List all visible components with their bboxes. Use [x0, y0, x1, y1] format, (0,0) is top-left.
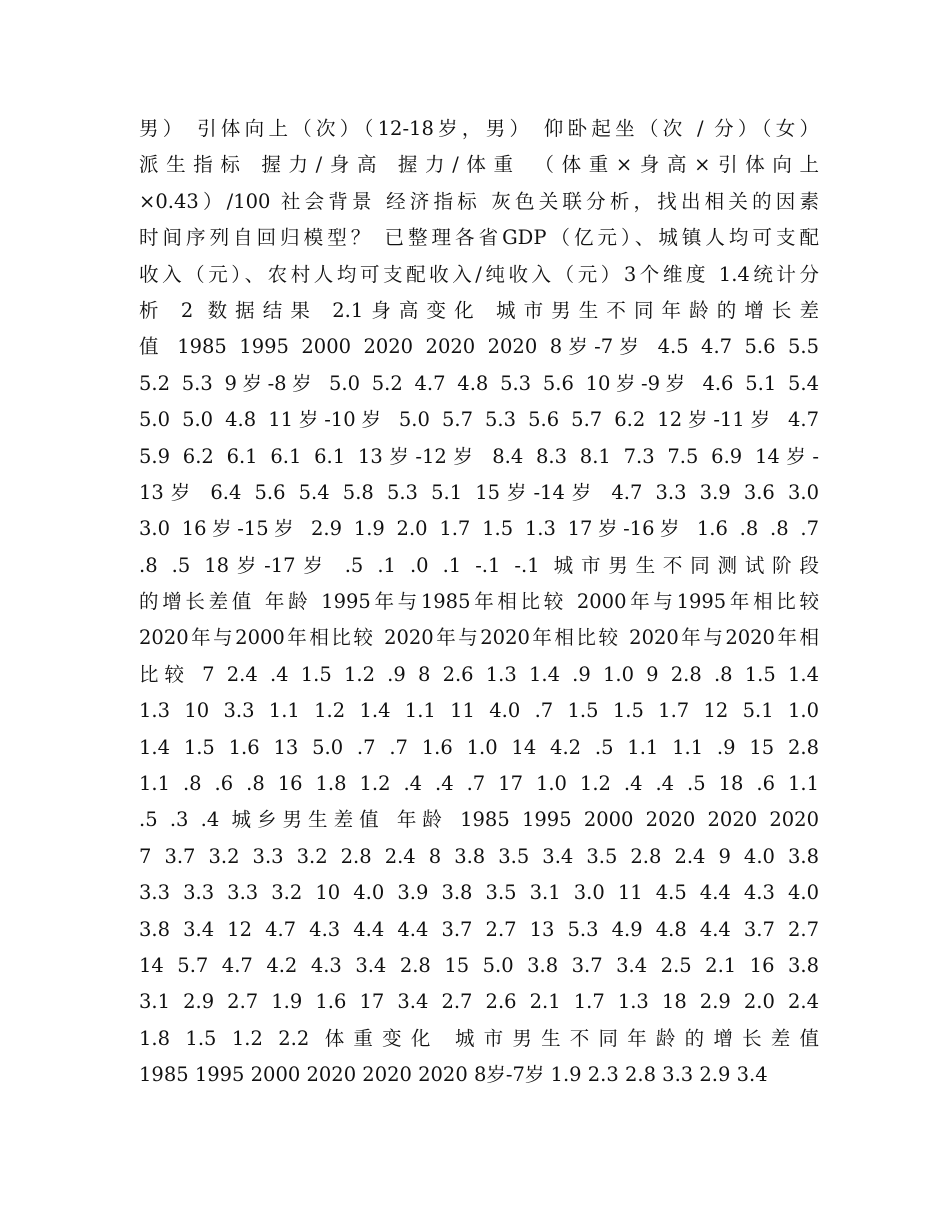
text-line: 5.9 6.2 6.1 6.1 6.1 13岁-12岁 8.4 8.3 8.1 7.3 7.5 6.9 14岁- [139, 444, 819, 468]
text-line: 1985 1995 2000 2020 2020 2020 8岁-7岁 1.9 2.3 2.8 3.3 2.9 3.4 [139, 1063, 768, 1087]
text-line: 男） 引体向上（次）（12-18岁，男） 仰卧起坐（次 / 分）（女） [139, 117, 819, 140]
text-line: 收入（元）、农村人均可支配收入/纯收入（元）3个维度 1.4统计分 [139, 262, 819, 286]
text-line: 1.8 1.5 1.2 2.2 体重变化 城市男生不同年龄的增长差值 [139, 1026, 819, 1050]
text-line: .5 .3 .4 城乡男生差值 年龄 1985 1995 2000 2020 2020 2020 [139, 808, 819, 832]
text-line: 1.3 10 3.3 1.1 1.2 1.4 1.1 11 4.0 .7 1.5 1.5 1.7 12 5.1 1.0 [139, 699, 819, 723]
text-line: 3.0 16岁-15岁 2.9 1.9 2.0 1.7 1.5 1.3 17岁-16岁 1.6 .8 .8 .7 [139, 517, 819, 541]
text-line: 值 1985 1995 2000 2020 2020 2020 8岁-7岁 4.5 4.7 5.6 5.5 [139, 335, 819, 359]
text-line: 析 2 数据结果 2.1身高变化 城市男生不同年龄的增长差 [139, 298, 819, 322]
text-line: 5.0 5.0 4.8 11岁-10岁 5.0 5.7 5.3 5.6 5.7 6.2 12岁-11岁 4.7 [139, 408, 819, 432]
text-line: 13岁 6.4 5.6 5.4 5.8 5.3 5.1 15岁-14岁 4.7 3.3 3.9 3.6 3.0 [139, 480, 819, 504]
text-line: 3.8 3.4 12 4.7 4.3 4.4 4.4 3.7 2.7 13 5.3 4.9 4.8 4.4 3.7 2.7 [139, 917, 819, 941]
text-line: 3.1 2.9 2.7 1.9 1.6 17 3.4 2.7 2.6 2.1 1.7 1.3 18 2.9 2.0 2.4 [139, 990, 819, 1014]
text-line: 2020年与2000年相比较 2020年与2020年相比较 2020年与2020年相 [139, 626, 819, 650]
text-line: 1.1 .8 .6 .8 16 1.8 1.2 .4 .4 .7 17 1.0 1.2 .4 .4 .5 18 .6 1.1 [139, 772, 819, 796]
text-line: 3.3 3.3 3.3 3.2 10 4.0 3.9 3.8 3.5 3.1 3.0 11 4.5 4.4 4.3 4.0 [139, 881, 819, 905]
body-text [139, 111, 819, 1094]
text-line: 7 3.7 3.2 3.3 3.2 2.8 2.4 8 3.8 3.5 3.4 3.5 2.8 2.4 9 4.0 3.8 [139, 844, 819, 868]
text-line: 比较 7 2.4 .4 1.5 1.2 .9 8 2.6 1.3 1.4 .9 1.0 9 2.8 .8 1.5 1.4 [139, 662, 819, 686]
text-line: .8 .5 18岁-17岁 .5 .1 .0 .1 -.1 -.1 城市男生不同测试阶段 [139, 553, 819, 577]
text-line: 14 5.7 4.7 4.2 4.3 3.4 2.8 15 5.0 3.8 3.7 3.4 2.5 2.1 16 3.8 [139, 953, 819, 977]
text-line: 5.2 5.3 9岁-8岁 5.0 5.2 4.7 4.8 5.3 5.6 10岁-9岁 4.6 5.1 5.4 [139, 371, 819, 395]
text-line: 派生指标 握力/身高 握力/体重 （体重×身高×引体向上 [139, 153, 819, 177]
text-line: ×0.43）/100 社会背景 经济指标 灰色关联分析，找出相关的因素 [139, 189, 819, 213]
text-line: 1.4 1.5 1.6 13 5.0 .7 .7 1.6 1.0 14 4.2 .5 1.1 1.1 .9 15 2.8 [139, 735, 819, 759]
text-line: 的增长差值 年龄 1995年与1985年相比较 2000年与1995年相比较 [139, 590, 819, 614]
text-line: 时间序列自回归模型？ 已整理各省GDP（亿元）、城镇人均可支配 [139, 226, 819, 250]
